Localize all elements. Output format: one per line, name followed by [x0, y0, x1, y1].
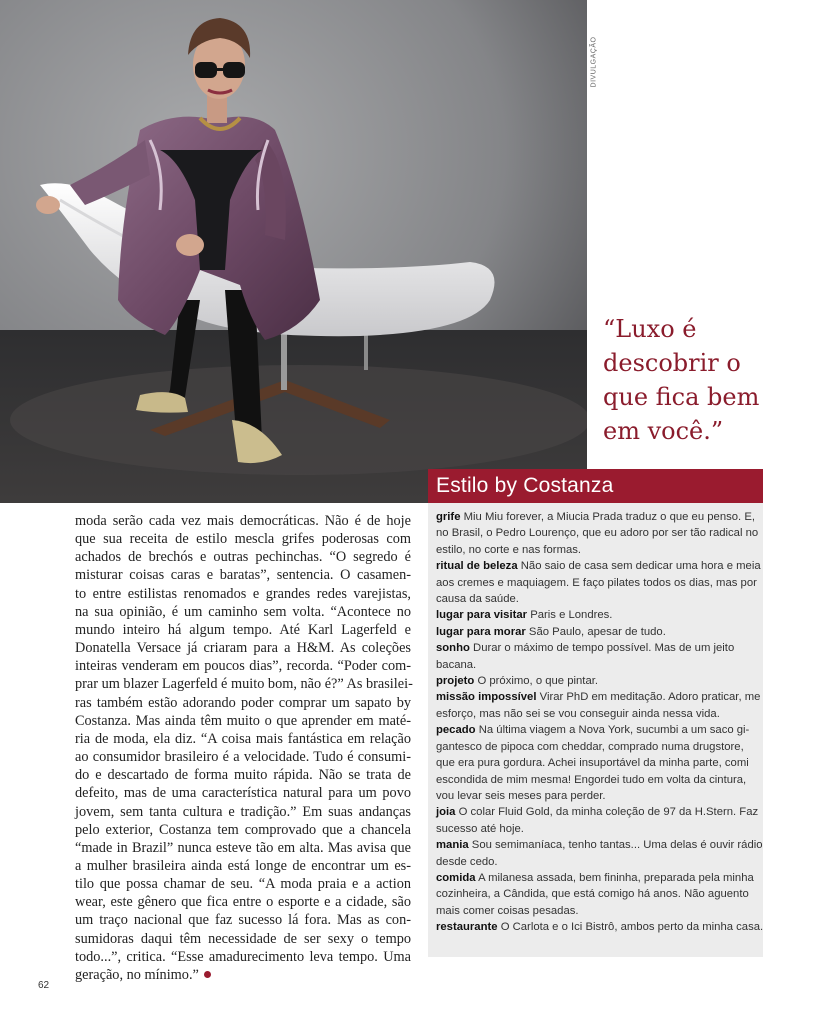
sidebar-entry-text: vou levar seis meses para perder.: [436, 789, 606, 802]
sidebar-entry-line: [436, 673, 757, 689]
sidebar-entry-text: Virar PhD em meditação. Adoro praticar, me: [539, 691, 761, 704]
body-line: [75, 730, 411, 748]
body-line-text: achados de brechós e outras pechinchas. “O segredo é: [75, 549, 411, 566]
sidebar-entry-label: sonho: [436, 642, 470, 655]
sidebar-entry-label: lugar para visitar: [436, 609, 528, 622]
sidebar-entry-text: Sou semimaníaca, tenho tantas... Uma delas é ouvir rádio: [471, 839, 763, 852]
body-line-text: defeito, mas de uma característica natural para um povo: [75, 785, 411, 802]
sidebar-entry-label: pecado: [436, 724, 476, 737]
sidebar-entry-text: estilo, no corte e nas formas.: [436, 543, 582, 556]
body-line-text: geração, no mínimo.”: [75, 966, 199, 983]
sidebar-entry-line: [436, 755, 757, 771]
sidebar-entry-label: restaurante: [436, 921, 498, 934]
sidebar-entry: [436, 919, 764, 935]
body-line-text: na sua opinião, é um caminho sem volta. “Acontece no: [75, 603, 411, 620]
sidebar-entry-text: O próximo, o que pintar.: [477, 675, 599, 688]
sidebar-entry: [436, 804, 757, 837]
page-number: 62: [38, 980, 50, 991]
body-line-text: to entre estilistas renomados e grandes redes varejistas,: [75, 585, 411, 602]
body-line: [75, 748, 411, 766]
body-line: [75, 566, 411, 584]
body-line: [75, 875, 411, 893]
body-line: [75, 621, 411, 639]
sidebar-entry-label: projeto: [436, 675, 475, 688]
sidebar-entry: [436, 607, 757, 623]
sidebar-entry-line: [436, 739, 757, 755]
pull-quote-line: “Luxo é: [603, 315, 697, 343]
sidebar-entry-text: São Paulo, apesar de tudo.: [528, 625, 666, 638]
sidebar-entry-text: Na última viagem a Nova York, sucumbi a um saco gi-: [478, 724, 750, 737]
body-line: [75, 530, 411, 548]
pull-quote-line: que fica bem: [603, 383, 760, 411]
sidebar-entry-line: [436, 575, 757, 591]
body-line: [75, 657, 411, 675]
body-line-text: a mulher brasileira ainda está longe de encontrar um es-: [75, 857, 411, 874]
sidebar-entry-line: [436, 919, 764, 935]
body-line-text: Costanza. Mas ainda têm muito o que aprender em maté-: [75, 712, 411, 729]
body-line-text: que sua receita de estilo mescla grifes poderosas com: [75, 531, 411, 548]
sidebar-entry-label: mania: [436, 839, 469, 852]
body-line: [75, 694, 411, 712]
sidebar-entry-line: [436, 854, 757, 870]
body-line-text: mundo inteiro há algum tempo. Até Karl Lagerfeld e: [75, 621, 411, 638]
body-line: [75, 803, 411, 821]
sidebar-entry-label: grife: [436, 511, 461, 523]
body-line: [75, 821, 411, 839]
sidebar-entry-line: [436, 640, 757, 656]
sidebar-entry: [436, 722, 757, 804]
sidebar-list: [428, 503, 763, 936]
sidebar-entry-text: desde cedo.: [436, 855, 498, 868]
sidebar-entry-line: [436, 558, 761, 574]
pull-quote-line: descobrir o: [603, 349, 741, 377]
body-line: [75, 948, 411, 966]
sidebar-entry-line: [436, 689, 761, 705]
sidebar-entry: [436, 673, 757, 689]
sidebar-entry-line: [436, 886, 757, 902]
sidebar-entry: [436, 870, 757, 919]
sidebar-entry-label: joia: [436, 806, 456, 819]
sidebar-entry-text: Não saio de casa sem dedicar uma hora e meia: [520, 560, 761, 573]
sidebar-entry-text: Paris e Londres.: [530, 609, 613, 622]
sidebar-entry: [436, 689, 761, 722]
body-line: [75, 966, 411, 984]
body-line-text: moda serão cada vez mais democráticas. Não é de hoje: [75, 513, 411, 529]
sidebar-entry-text: bacana.: [436, 658, 477, 671]
body-line-text: ria de moda, ela diz. “A coisa mais fantástica em relação: [75, 730, 411, 747]
body-line-text: sumidoras daqui têm necessidade de ser sexy o tempo: [75, 930, 411, 947]
body-line-text: jovem, sem tanta cultura e tradição.” Em suas andanças: [75, 803, 411, 820]
body-line: [75, 857, 411, 875]
body-line: [75, 911, 411, 929]
sidebar-entry-line: [436, 509, 757, 525]
body-line: [75, 784, 411, 802]
body-line-text: “made in Brazil” nunca esteve tão em alta. Mas avisa que: [75, 839, 411, 856]
sidebar-entry-line: [436, 657, 757, 673]
sidebar-entry-text: Durar o máximo de tempo possível. Mas de um jeito: [473, 642, 735, 655]
sidebar-entry-label: comida: [436, 871, 476, 884]
sidebar-entry-label: lugar para morar: [436, 625, 526, 638]
sidebar-entry-line: [436, 903, 757, 919]
sidebar-entry-text: mais comer coisas pesadas.: [436, 904, 579, 917]
body-line-text: ao consumidor brasileiro é a velocidade. Tudo é consumi-: [75, 749, 411, 766]
body-line-text: tilo que possa chamar de seu. “A moda praia e a action: [75, 876, 411, 893]
sidebar-entry-text: O Carlota e o Ici Bistrô, ambos perto da minha casa.: [500, 921, 764, 934]
portrait-photo: [0, 0, 587, 503]
body-line: [75, 766, 411, 784]
sidebar-entry-text: O colar Fluid Gold, da minha coleção de 97 da H.Stern. Faz: [458, 806, 759, 819]
sidebar-entry-text: Miu Miu forever, a Miucia Prada traduz o que eu penso. E,: [463, 511, 755, 523]
body-line: [75, 712, 411, 730]
body-line-text: ras também estão adorando poder comprar um sapato by: [75, 694, 411, 711]
sidebar-entry-text: A milanesa assada, bem fininha, preparada pela minha: [478, 871, 754, 884]
sidebar-entry-line: [436, 591, 757, 607]
body-line: [75, 839, 411, 857]
body-line: [75, 512, 411, 530]
sidebar-entry: [436, 624, 757, 640]
sidebar-entry-text: no Brasil, o Pedro Lourenço, que eu adoro por ser tão radical no: [436, 527, 759, 540]
sidebar-entry-line: [436, 821, 757, 837]
sidebar-entry: [436, 837, 763, 870]
sidebar-entry-text: escondida de mim mesma! Engordei tudo em volta da cintura,: [436, 773, 747, 786]
sidebar-entry-line: [436, 722, 757, 738]
end-mark-icon: [204, 971, 211, 978]
sidebar-entry-label: missão impossível: [436, 691, 537, 704]
body-line: [75, 930, 411, 948]
sidebar-entry-text: aos cremes e maquiagem. E faço pilates todos os dias, mas por: [436, 576, 757, 589]
body-line-text: prar um blazer Lagerfeld é muito bom, não é?” As brasilei-: [75, 676, 413, 693]
sidebar-entry-line: [436, 706, 757, 722]
body-line-text: pelo exterior, Costanza tem comprovado que a chancela: [75, 821, 411, 838]
sidebar-entry-text: sucesso até hoje.: [436, 822, 524, 835]
body-line: [75, 603, 411, 621]
sidebar-entry-label: ritual de beleza: [436, 560, 518, 573]
body-line: [75, 548, 411, 566]
body-line: [75, 675, 411, 693]
sidebar-entry-line: [436, 607, 757, 623]
body-line-text: do e descartado de forma muito rápida. Não se trata de: [75, 767, 411, 784]
sidebar-entry: [436, 640, 757, 673]
sidebar-entry-text: cozinheira, a Cândida, que está comigo há anos. Não aguento: [436, 888, 749, 901]
sidebar-entry-line: [436, 804, 757, 820]
sidebar-entry: [436, 558, 761, 607]
body-line: [75, 585, 411, 603]
style-sidebar: [428, 469, 763, 957]
body-line-text: Donatella Versace já criaram para a H&M. As coleções: [75, 640, 411, 657]
body-line-text: inteiras venderam em poucos dias”, recorda. “Poder com-: [75, 658, 411, 675]
photo-credit-text: DIVULGAÇÃO: [590, 36, 598, 88]
sidebar-entry: [436, 509, 757, 558]
sidebar-title: Estilo by Costanza: [428, 469, 763, 503]
body-line: [75, 893, 411, 911]
sidebar-entry-text: que era pura gordura. Achei insuportável da minha parte, comi: [436, 757, 749, 770]
sidebar-entry-line: [436, 525, 757, 541]
sidebar-entry-line: [436, 788, 757, 804]
sidebar-entry-line: [436, 624, 757, 640]
body-line-text: todo...”, critica. “Esse amadurecimento leva tempo. Uma: [75, 948, 411, 965]
body-line-text: wear, este gênero que fica entre o esporte e a cidade, são: [75, 894, 411, 911]
body-line-text: um traço nacional que faz sucesso lá fora. Mas as con-: [75, 912, 411, 929]
pull-quote-line: em você.”: [603, 417, 724, 445]
sidebar-entry-text: gantesco de pipoca com cheddar, comprado numa drugstore,: [436, 740, 744, 753]
sidebar-entry-line: [436, 542, 757, 558]
body-line-text: misturar coisas caras e baratas”, sentencia. O casamen-: [75, 567, 411, 584]
sidebar-entry-line: [436, 837, 763, 853]
pull-quote: [603, 312, 835, 448]
article-body: [75, 512, 411, 984]
sidebar-entry-text: causa da saúde.: [436, 593, 519, 606]
sidebar-entry-line: [436, 870, 757, 886]
body-line: [75, 639, 411, 657]
sidebar-entry-text: esforço, mas não sei se vou conseguir ainda nessa vida.: [436, 707, 720, 720]
photo-credit: [587, 22, 601, 102]
sidebar-entry-line: [436, 772, 757, 788]
